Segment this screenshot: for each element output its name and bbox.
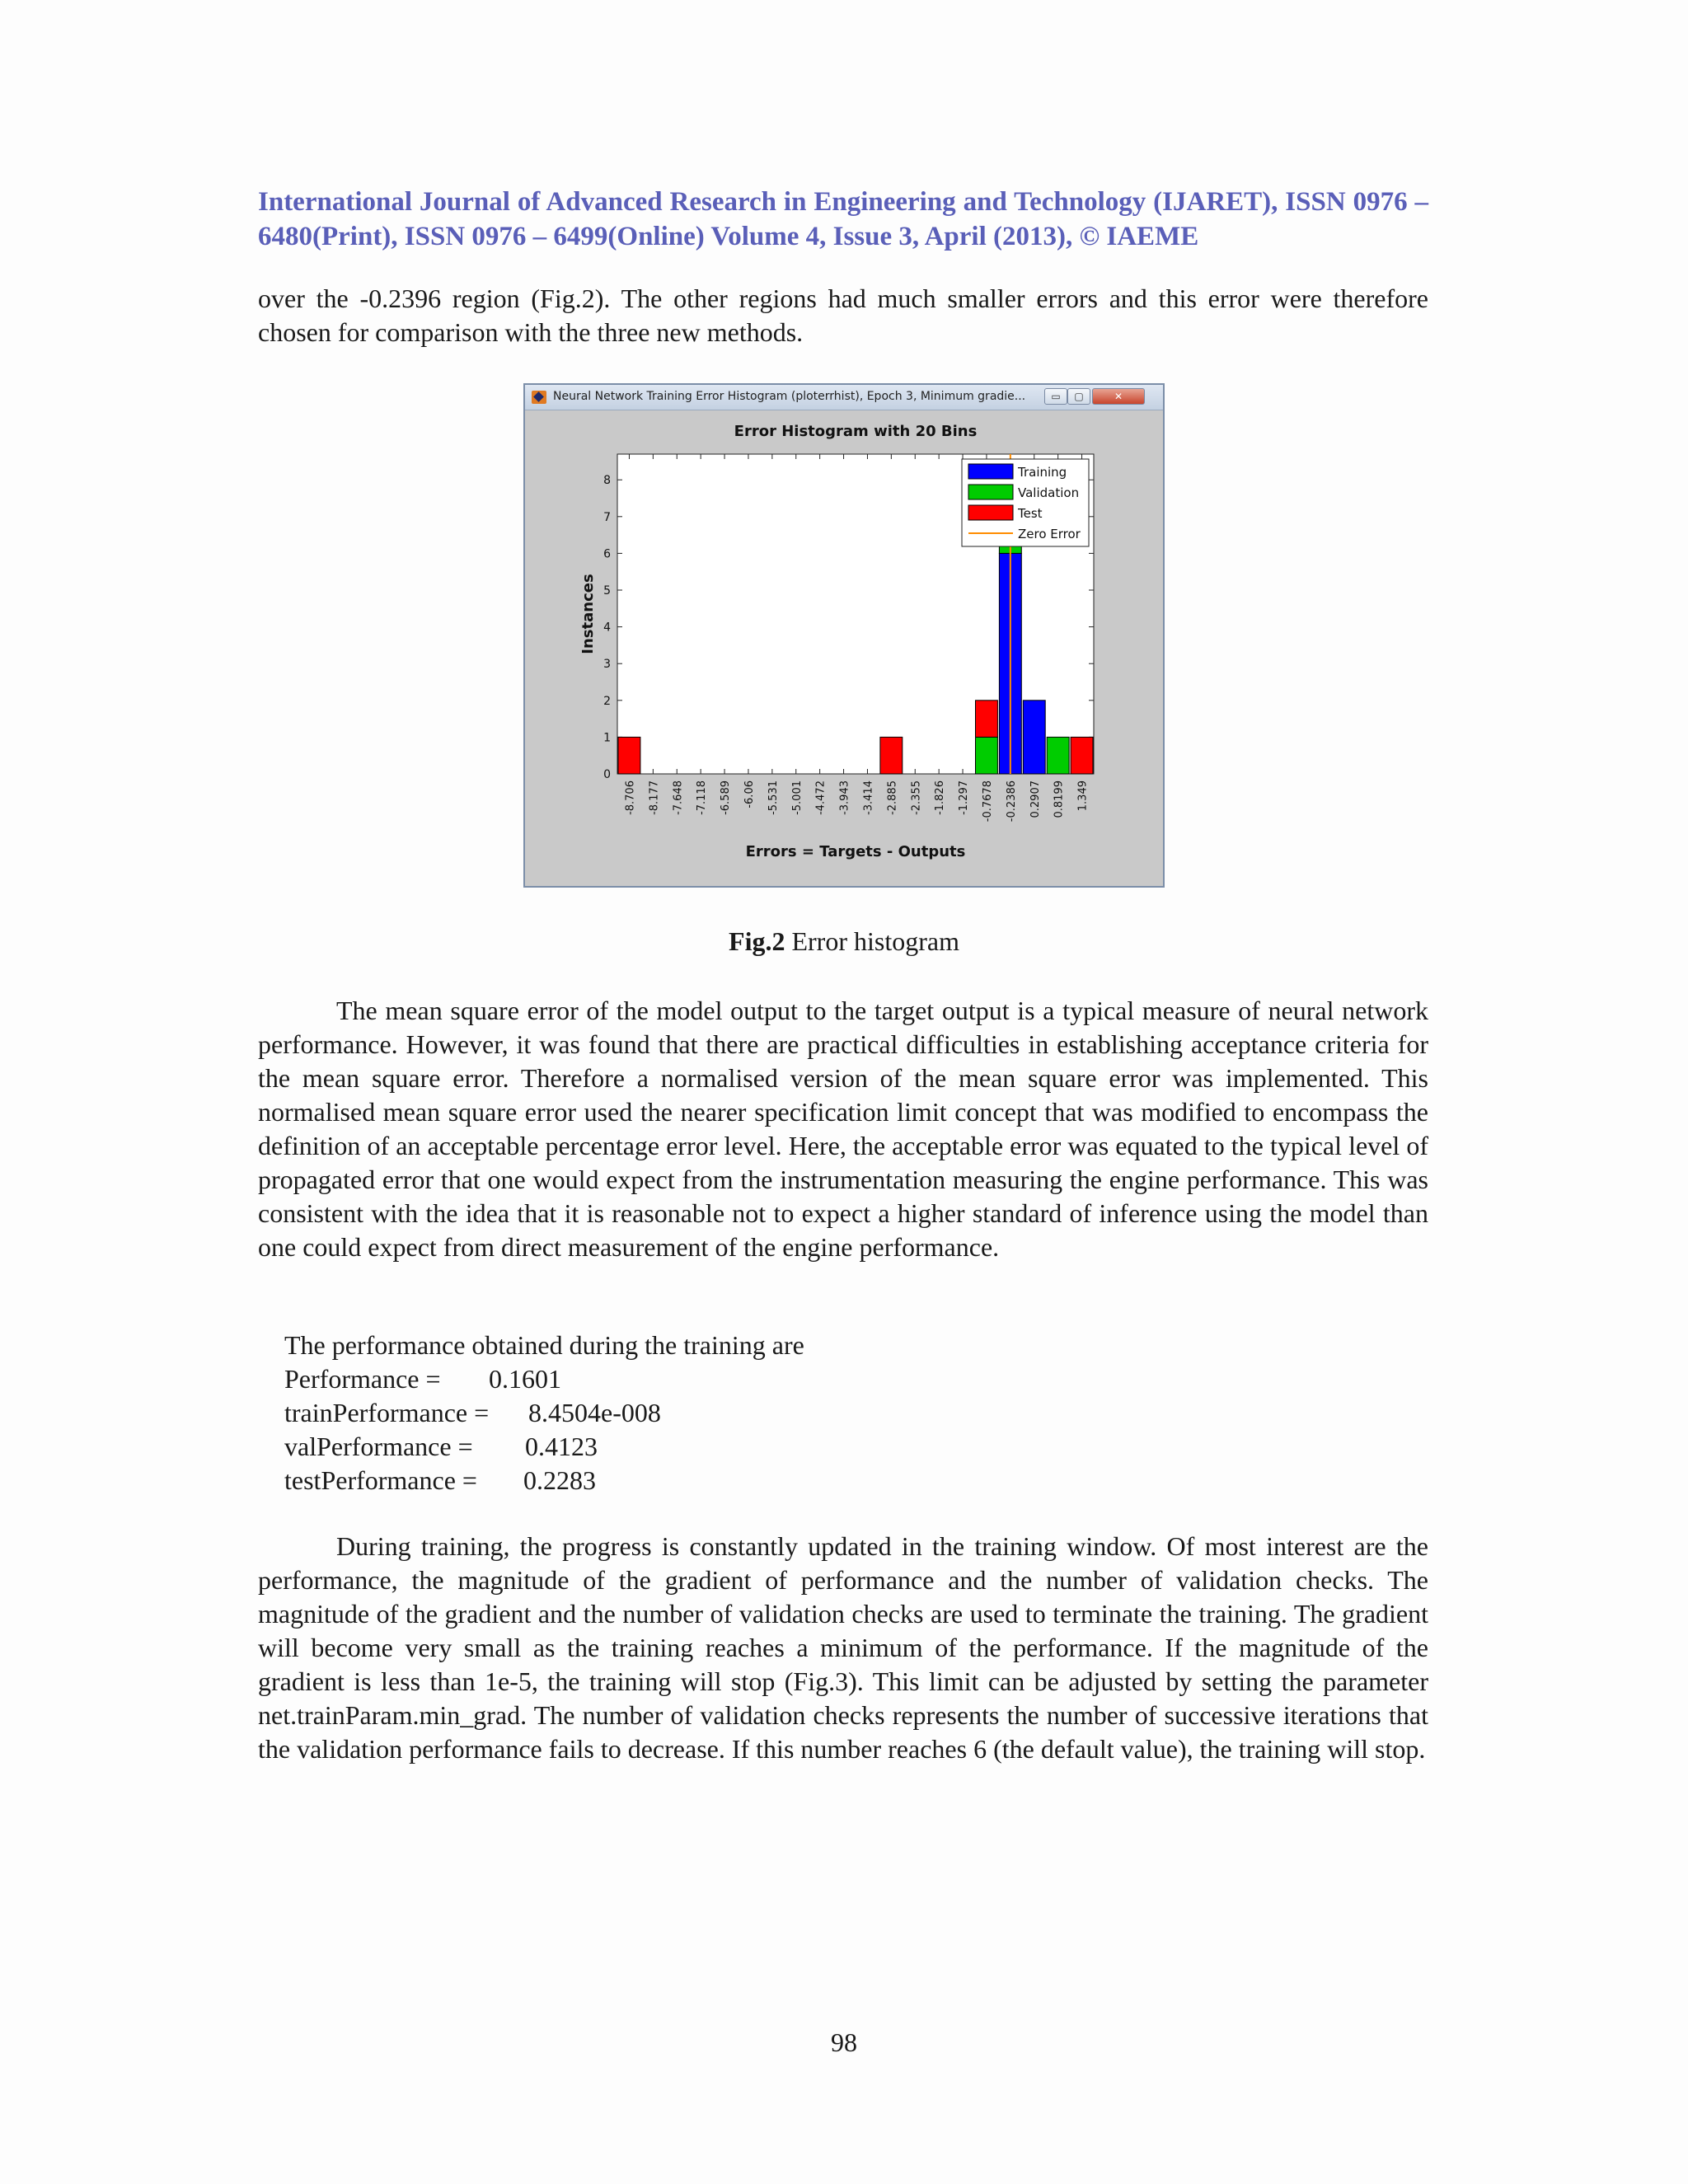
x-tick-label: -3.414 bbox=[862, 780, 875, 815]
test-performance-row bbox=[284, 1464, 804, 1497]
bar-test bbox=[976, 701, 998, 738]
x-tick-label: -8.706 bbox=[624, 780, 637, 815]
maximize-button[interactable]: ▢ bbox=[1067, 388, 1090, 405]
x-tick-label: -3.943 bbox=[838, 780, 851, 815]
figure-caption bbox=[0, 926, 1688, 957]
y-tick-label: 8 bbox=[603, 474, 611, 488]
performance-label: Performance = bbox=[284, 1364, 441, 1394]
train-performance-value: 8.4504e-008 bbox=[528, 1398, 661, 1427]
val-performance-label: valPerformance = bbox=[284, 1432, 473, 1461]
page-number: 98 bbox=[831, 2027, 857, 2057]
caption-text: Error histogram bbox=[785, 926, 959, 956]
window-titlebar bbox=[525, 385, 1163, 410]
matlab-icon bbox=[532, 391, 546, 404]
legend-label-zero-error: Zero Error bbox=[1018, 527, 1081, 541]
x-tick-label: -7.648 bbox=[672, 780, 685, 815]
bar-validation bbox=[976, 737, 998, 774]
test-performance-value: 0.2283 bbox=[523, 1465, 596, 1495]
x-tick-label: -2.885 bbox=[886, 780, 899, 815]
x-tick-label: -6.06 bbox=[743, 780, 756, 808]
bar-training bbox=[1023, 701, 1045, 774]
bar-test bbox=[1071, 737, 1093, 774]
paragraph-training: During training, the progress is constantly updated in the training window. Of most interest are the performance, the magnitude of the gradient of performance and the number of validation checks. The magnitude of the gradient and the number of validation checks are used to terminate the training. The gradient will become very small as the training reaches a minimum of the performance. If the magnitude of the gradient is less than 1e-5, the training will stop (Fig.3). This limit can be adjusted by setting the parameter net.trainParam.min_grad. The number of validation checks represents the number of successive iterations that the validation performance fails to decrease. If this number reaches 6 (the default value), the training will stop. bbox=[258, 1531, 1428, 1764]
train-performance-label: trainPerformance = bbox=[284, 1398, 490, 1427]
x-tick-label: -7.118 bbox=[696, 780, 709, 815]
x-tick-label: -4.472 bbox=[814, 780, 828, 815]
x-tick-label: 0.8199 bbox=[1053, 780, 1066, 818]
y-tick-label: 4 bbox=[603, 621, 611, 635]
performance-intro: The performance obtained during the training are bbox=[284, 1330, 804, 1360]
y-axis-label: Instances bbox=[579, 574, 597, 654]
x-tick-label: -0.2386 bbox=[1005, 780, 1018, 823]
journal-header: International Journal of Advanced Research in Engineering and Technology (IJARET), ISSN 0976 – 6480(Print), ISSN 0976 – 6499(Online) Volume 4, Issue 3, April (2013), © IAEME bbox=[258, 187, 1428, 251]
legend-swatch-test bbox=[968, 505, 1013, 520]
performance-block bbox=[284, 1329, 804, 1497]
y-tick-label: 1 bbox=[603, 731, 611, 745]
x-tick-label: 1.349 bbox=[1076, 780, 1090, 812]
y-tick-label: 5 bbox=[603, 584, 611, 598]
x-tick-label: -0.7678 bbox=[981, 780, 994, 823]
paragraph-mse: The mean square error of the model output to the target output is a typical measure of neural network performance. However, it was found that there are practical difficulties in establishing acceptance criteria for the mean square error. Therefore a normalised version of the mean square error was implemented. This normalised mean square error used the nearer specification limit concept that was modified to encompass the definition of an acceptable percentage error level. Here, the acceptable error was equated to the typical level of propagated error that one would expect from the instrumentation measuring the engine performance. This was consistent with the idea that it is reasonable not to expect a higher standard of inference using the model than one could expect from direct measurement of the engine performance. bbox=[258, 996, 1428, 1262]
x-tick-label: -8.177 bbox=[648, 780, 661, 815]
y-tick-label: 0 bbox=[603, 768, 611, 781]
legend-swatch-validation bbox=[968, 485, 1013, 499]
x-tick-label: -1.826 bbox=[934, 780, 947, 815]
train-performance-row bbox=[284, 1396, 804, 1430]
window-title: Neural Network Training Error Histogram (ploterrhist), Epoch 3, Minimum gradie... bbox=[553, 390, 1026, 403]
caption-label: Fig.2 bbox=[729, 926, 785, 956]
intro-paragraph: over the -0.2396 region (Fig.2). The other regions had much smaller errors and this error were therefore chosen for comparison with the three new methods. bbox=[258, 284, 1428, 347]
error-histogram-chart bbox=[525, 410, 1163, 886]
y-tick-label: 6 bbox=[603, 547, 611, 561]
test-performance-label: testPerformance = bbox=[284, 1465, 477, 1495]
x-tick-label: -2.355 bbox=[910, 780, 923, 815]
close-button[interactable]: ✕ bbox=[1092, 388, 1145, 405]
performance-row bbox=[284, 1362, 804, 1396]
y-tick-label: 2 bbox=[603, 694, 611, 708]
performance-value: 0.1601 bbox=[489, 1364, 561, 1394]
minimize-button[interactable]: ▭ bbox=[1044, 388, 1067, 405]
bar-test bbox=[618, 737, 640, 774]
legend-label-training: Training bbox=[1018, 465, 1067, 480]
y-tick-label: 3 bbox=[603, 658, 611, 672]
x-tick-label: -5.531 bbox=[767, 780, 780, 815]
figure-window bbox=[523, 383, 1165, 888]
x-tick-label: -6.589 bbox=[720, 780, 733, 815]
y-tick-label: 7 bbox=[603, 510, 611, 524]
legend-label-validation: Validation bbox=[1018, 485, 1080, 500]
legend-label-test: Test bbox=[1018, 506, 1043, 521]
bar-validation bbox=[1047, 737, 1069, 774]
x-axis-label: Errors = Targets - Outputs bbox=[745, 843, 966, 860]
legend-swatch-training bbox=[968, 464, 1013, 479]
x-tick-label: 0.2907 bbox=[1029, 780, 1042, 818]
chart-title: Error Histogram with 20 Bins bbox=[734, 423, 978, 440]
val-performance-value: 0.4123 bbox=[525, 1432, 598, 1461]
x-tick-label: -5.001 bbox=[790, 780, 804, 815]
bar-test bbox=[880, 737, 903, 774]
val-performance-row bbox=[284, 1430, 804, 1464]
x-tick-label: -1.297 bbox=[958, 780, 971, 815]
